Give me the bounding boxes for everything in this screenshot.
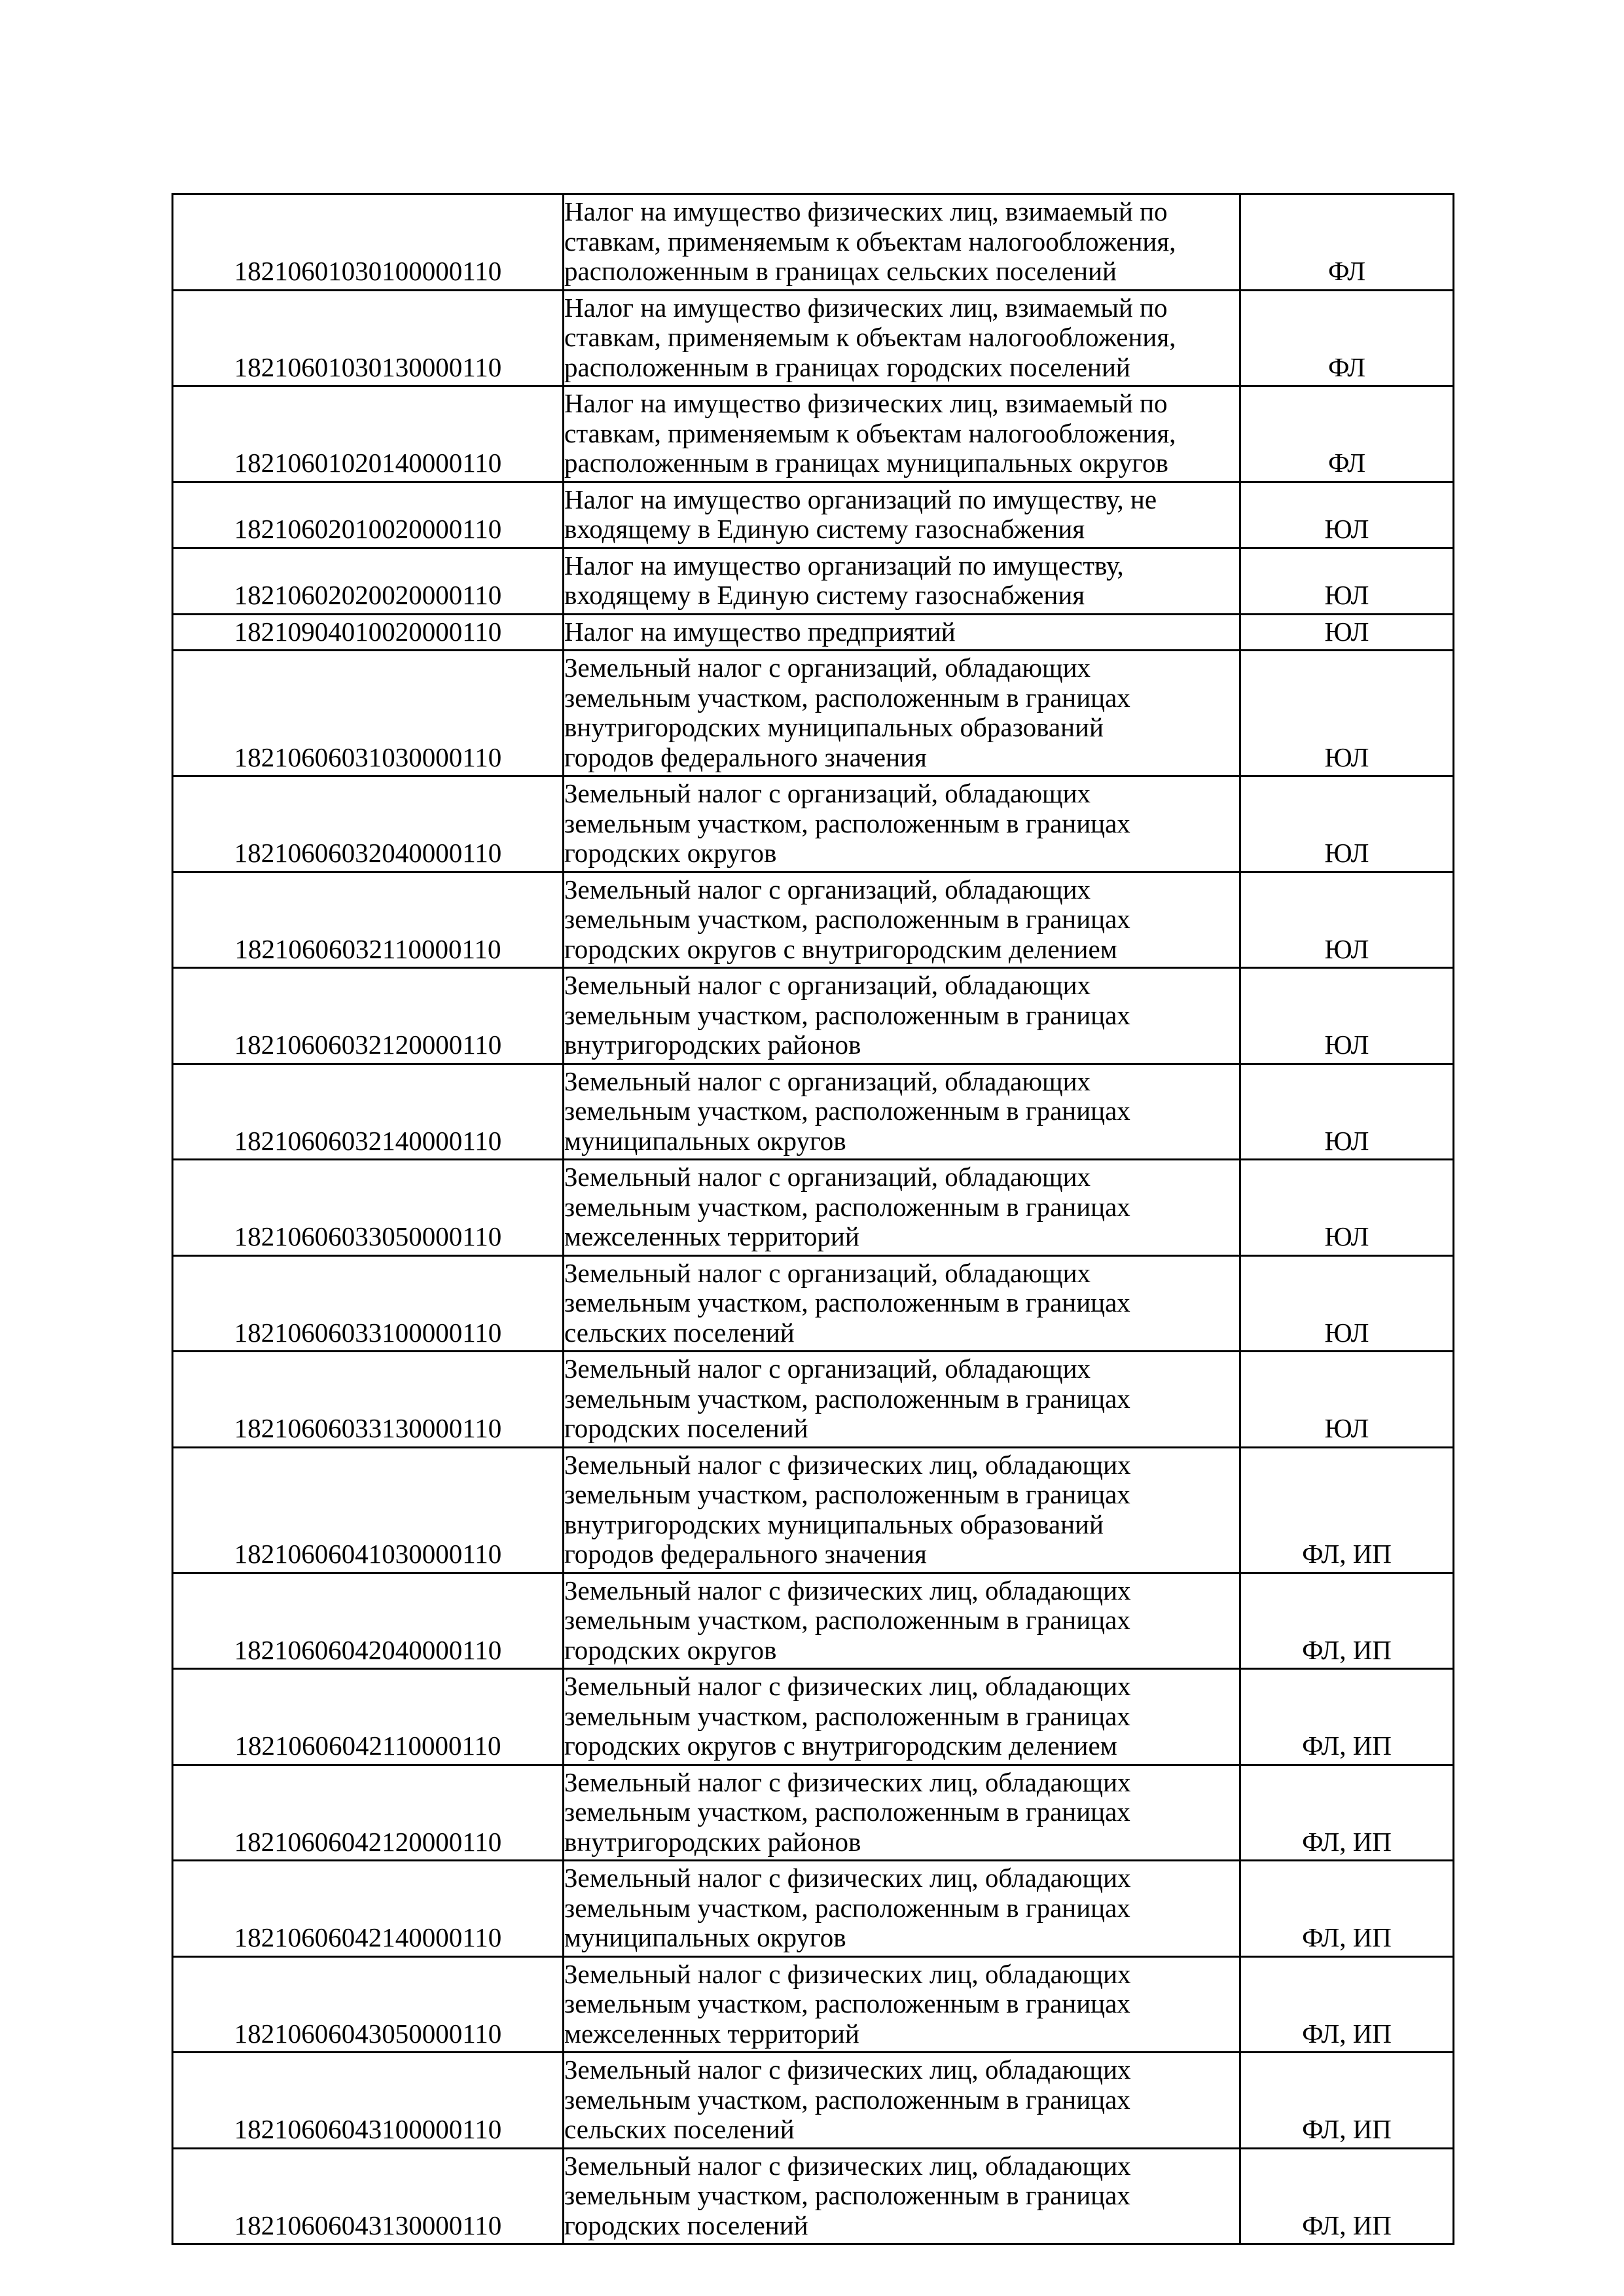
description-line: Земельный налог с организаций, обладающих — [564, 1354, 1091, 1384]
description-line: земельным участком, расположенным в границах — [564, 1605, 1130, 1635]
tax-description-cell — [564, 651, 1240, 776]
description-line: земельным участком, расположенным в границах — [564, 1988, 1130, 2018]
payer-type-cell: ЮЛ — [1240, 872, 1454, 968]
description-line: расположенным в границах сельских поселений — [564, 256, 1117, 286]
payer-type-cell: ФЛ, ИП — [1240, 2148, 1454, 2244]
kbk-code-cell: 18210606043050000110 — [173, 1956, 564, 2053]
description-line: внутригородских районов — [564, 1826, 861, 1857]
description-line: внутригородских муниципальных образований — [564, 712, 1104, 742]
kbk-code-cell: 18210606032140000110 — [173, 1064, 564, 1160]
kbk-code-cell: 18210606042140000110 — [173, 1861, 564, 1957]
table-row — [173, 1669, 1454, 1765]
tax-description-cell — [564, 194, 1240, 291]
table-row — [173, 482, 1454, 548]
description-line: сельских поселений — [564, 1317, 795, 1348]
description-line: Налог на имущество организаций по имуществу, — [564, 550, 1124, 581]
payer-type-cell: ЮЛ — [1240, 614, 1454, 651]
description-line: Земельный налог с организаций, обладающих — [564, 778, 1091, 808]
kbk-code-cell: 18210602020020000110 — [173, 548, 564, 614]
kbk-code-cell: 18210606042120000110 — [173, 1765, 564, 1861]
description-line: земельным участком, расположенным в границах — [564, 1892, 1130, 1923]
table-body — [173, 194, 1454, 2244]
tax-description-cell — [564, 2053, 1240, 2149]
tax-description-cell — [564, 548, 1240, 614]
kbk-code-cell: 18210606033050000110 — [173, 1160, 564, 1256]
kbk-code-cell: 18210606031030000110 — [173, 651, 564, 776]
table-row — [173, 1255, 1454, 1352]
table-row — [173, 290, 1454, 386]
tax-codes-table — [171, 193, 1454, 2245]
tax-description-cell — [564, 1861, 1240, 1957]
description-line: входящему в Единую систему газоснабжения — [564, 514, 1085, 544]
tax-description-cell — [564, 1352, 1240, 1448]
kbk-code-cell: 18210606032040000110 — [173, 776, 564, 872]
table-row — [173, 614, 1454, 651]
table-row — [173, 1765, 1454, 1861]
payer-type-cell: ЮЛ — [1240, 1160, 1454, 1256]
description-line: муниципальных округов — [564, 1125, 846, 1156]
description-line: Земельный налог с физических лиц, обладающих — [564, 2150, 1131, 2181]
payer-type-cell: ЮЛ — [1240, 776, 1454, 872]
kbk-code-cell: 18210606043100000110 — [173, 2053, 564, 2149]
description-line: Налог на имущество предприятий — [564, 616, 956, 647]
payer-type-cell: ФЛ, ИП — [1240, 2053, 1454, 2149]
tax-description-cell — [564, 968, 1240, 1064]
tax-description-cell — [564, 1160, 1240, 1256]
payer-type-cell: ЮЛ — [1240, 968, 1454, 1064]
description-line: расположенным в границах муниципальных округов — [564, 448, 1168, 478]
kbk-code-cell: 18210602010020000110 — [173, 482, 564, 548]
description-line: межселенных территорий — [564, 1221, 859, 1251]
kbk-code-cell: 18210601020140000110 — [173, 386, 564, 482]
description-line: Земельный налог с физических лиц, обладающих — [564, 1958, 1131, 1989]
description-line: Земельный налог с организаций, обладающих — [564, 1066, 1091, 1096]
description-line: межселенных территорий — [564, 2018, 859, 2049]
description-line: городских округов — [564, 838, 777, 868]
payer-type-cell: ФЛ, ИП — [1240, 1765, 1454, 1861]
table-row — [173, 2148, 1454, 2244]
kbk-code-cell: 18210606043130000110 — [173, 2148, 564, 2244]
payer-type-cell: ЮЛ — [1240, 548, 1454, 614]
kbk-code-cell: 18210606042110000110 — [173, 1669, 564, 1765]
tax-description-cell — [564, 614, 1240, 651]
payer-type-cell: ЮЛ — [1240, 482, 1454, 548]
tax-description-cell — [564, 776, 1240, 872]
description-line: муниципальных округов — [564, 1922, 846, 1952]
description-line: сельских поселений — [564, 2114, 795, 2144]
description-line: городских поселений — [564, 1413, 808, 1443]
tax-description-cell — [564, 1765, 1240, 1861]
payer-type-cell: ФЛ — [1240, 290, 1454, 386]
kbk-code-cell: 18210606033100000110 — [173, 1255, 564, 1352]
tax-description-cell — [564, 1064, 1240, 1160]
description-line: Земельный налог с организаций, обладающих — [564, 1162, 1091, 1192]
table-row — [173, 776, 1454, 872]
description-line: земельным участком, расположенным в границах — [564, 1479, 1130, 1509]
kbk-code-cell: 18210904010020000110 — [173, 614, 564, 651]
description-line: земельным участком, расположенным в границах — [564, 2084, 1130, 2115]
description-line: земельным участком, расположенным в границах — [564, 1096, 1130, 1126]
payer-type-cell: ЮЛ — [1240, 1064, 1454, 1160]
kbk-code-cell: 18210606042040000110 — [173, 1573, 564, 1669]
table-row — [173, 548, 1454, 614]
table-row — [173, 2053, 1454, 2149]
payer-type-cell: ФЛ, ИП — [1240, 1669, 1454, 1765]
description-line: Налог на имущество физических лиц, взимаемый по — [564, 292, 1168, 323]
table-row — [173, 651, 1454, 776]
payer-type-cell: ФЛ, ИП — [1240, 1861, 1454, 1957]
description-line: городских поселений — [564, 2210, 808, 2240]
kbk-code-cell: 18210606032110000110 — [173, 872, 564, 968]
payer-type-cell: ФЛ — [1240, 194, 1454, 291]
description-line: внутригородских муниципальных образований — [564, 1509, 1104, 1539]
description-line: Земельный налог с организаций, обладающих — [564, 653, 1091, 683]
payer-type-cell: ЮЛ — [1240, 651, 1454, 776]
table-row — [173, 194, 1454, 291]
tax-description-cell — [564, 2148, 1240, 2244]
description-line: Земельный налог с физических лиц, обладающих — [564, 1449, 1131, 1480]
description-line: ставкам, применяемым к объектам налогообложения, — [564, 322, 1176, 352]
description-line: земельным участком, расположенным в границах — [564, 1383, 1130, 1414]
description-line: земельным участком, расположенным в границах — [564, 682, 1130, 713]
description-line: Налог на имущество физических лиц, взимаемый по — [564, 388, 1168, 418]
description-line: земельным участком, расположенным в границах — [564, 999, 1130, 1030]
table-row — [173, 1447, 1454, 1573]
description-line: городов федерального значения — [564, 1539, 927, 1569]
description-line: входящему в Единую систему газоснабжения — [564, 580, 1085, 610]
description-line: Налог на имущество организаций по имуществу, не — [564, 484, 1157, 514]
tax-description-cell — [564, 1669, 1240, 1765]
tax-description-cell — [564, 482, 1240, 548]
description-line: Земельный налог с организаций, обладающих — [564, 1257, 1091, 1288]
payer-type-cell: ЮЛ — [1240, 1352, 1454, 1448]
description-line: Земельный налог с физических лиц, обладающих — [564, 1767, 1131, 1797]
description-line: земельным участком, расположенным в границах — [564, 1797, 1130, 1827]
kbk-code-cell: 18210601030130000110 — [173, 290, 564, 386]
kbk-code-cell: 18210606041030000110 — [173, 1447, 564, 1573]
payer-type-cell: ФЛ, ИП — [1240, 1447, 1454, 1573]
description-line: Земельный налог с физических лиц, обладающих — [564, 2054, 1131, 2085]
kbk-code-cell: 18210601030100000110 — [173, 194, 564, 291]
description-line: городских округов с внутригородским делением — [564, 933, 1117, 964]
table-row — [173, 872, 1454, 968]
description-line: Налог на имущество физических лиц, взимаемый по — [564, 196, 1168, 226]
kbk-code-cell: 18210606032120000110 — [173, 968, 564, 1064]
description-line: Земельный налог с физических лиц, обладающих — [564, 1863, 1131, 1893]
tax-description-cell — [564, 386, 1240, 482]
description-line: Земельный налог с организаций, обладающих — [564, 874, 1091, 905]
table-row — [173, 1861, 1454, 1957]
description-line: Земельный налог с организаций, обладающих — [564, 970, 1091, 1000]
description-line: земельным участком, расположенным в границах — [564, 1700, 1130, 1731]
table-row — [173, 1956, 1454, 2053]
description-line: внутригородских районов — [564, 1030, 861, 1060]
tax-description-cell — [564, 290, 1240, 386]
description-line: городов федерального значения — [564, 742, 927, 772]
tax-description-cell — [564, 1255, 1240, 1352]
kbk-code-cell: 18210606033130000110 — [173, 1352, 564, 1448]
payer-type-cell: ФЛ, ИП — [1240, 1573, 1454, 1669]
description-line: ставкам, применяемым к объектам налогообложения, — [564, 226, 1176, 257]
tax-description-cell — [564, 872, 1240, 968]
description-line: городских округов — [564, 1634, 777, 1665]
description-line: ставкам, применяемым к объектам налогообложения, — [564, 418, 1176, 448]
description-line: Земельный налог с физических лиц, обладающих — [564, 1575, 1131, 1605]
description-line: расположенным в границах городских поселений — [564, 351, 1130, 382]
table-row — [173, 1352, 1454, 1448]
description-line: земельным участком, расположенным в границах — [564, 1191, 1130, 1222]
table-row — [173, 1160, 1454, 1256]
table-row — [173, 968, 1454, 1064]
table-row — [173, 1573, 1454, 1669]
tax-description-cell — [564, 1956, 1240, 2053]
description-line: Земельный налог с физических лиц, обладающих — [564, 1671, 1131, 1701]
table-row — [173, 386, 1454, 482]
description-line: земельным участком, расположенным в границах — [564, 904, 1130, 934]
description-line: городских округов с внутригородским делением — [564, 1731, 1117, 1761]
tax-description-cell — [564, 1573, 1240, 1669]
payer-type-cell: ФЛ — [1240, 386, 1454, 482]
payer-type-cell: ЮЛ — [1240, 1255, 1454, 1352]
description-line: земельным участком, расположенным в границах — [564, 1287, 1130, 1318]
table-row — [173, 1064, 1454, 1160]
description-line: земельным участком, расположенным в границах — [564, 2180, 1130, 2210]
tax-description-cell — [564, 1447, 1240, 1573]
description-line: земельным участком, расположенным в границах — [564, 808, 1130, 838]
payer-type-cell: ФЛ, ИП — [1240, 1956, 1454, 2053]
